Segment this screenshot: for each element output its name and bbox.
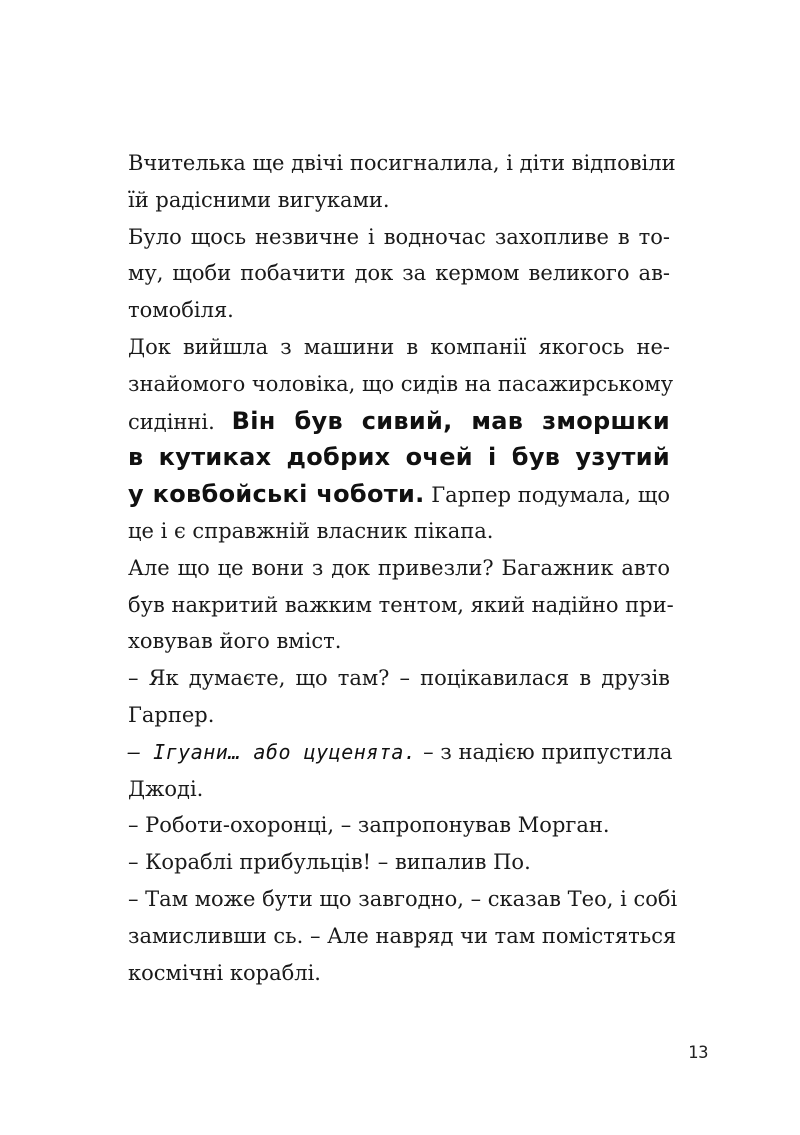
emphasis-line: в кутиках добрих очей і був узутий [128,443,670,472]
dialogue-line: – Кораблі прибульців! – випалив По. [128,850,531,875]
page-number: 13 [688,1043,709,1063]
text-line: ховував його вміст. [128,629,342,654]
text-run: Гарпер подумала, що [431,483,670,508]
text-line: Було щось незвичне і водночас захопливе в то- [128,224,670,249]
text-line-mixed [128,476,670,513]
handwritten-run: – Ігуани… або цуценята. [128,739,417,764]
text-line: Але що це вони з док привезли? Багажник авто [128,555,670,580]
dialogue-line-mixed [128,734,673,771]
text-line: Джоді. [128,776,204,801]
text-line-mixed [128,403,670,440]
dialogue-line: – Роботи-охоронці, – запропонував Морган. [128,813,610,838]
dialogue-line: – Як думаєте, що там? – поцікавилася в друзів [128,666,670,691]
text-line: томобіля. [128,298,234,323]
emphasis-run: у ковбойські чоботи. [128,480,425,509]
body-text [128,145,678,991]
text-run: – з надією припустила [423,739,673,764]
text-line: Гарпер. [128,702,215,727]
text-line: був накритий важким тентом, який надійно при- [128,592,674,617]
text-line: замисливши сь. – Але навряд чи там помістяться [128,923,677,948]
text-run: сидінні. [128,409,215,434]
text-line: це і є справжній власник пікапа. [128,518,494,543]
text-line: му, щоби побачити док за кермом великого ав- [128,261,670,286]
text-line: Док вийшла з машини в компанії якогось не- [128,334,670,359]
text-line: космічні кораблі. [128,960,321,985]
text-line: їй радісними вигуками. [128,187,390,212]
text-line: Вчителька ще двічі посигналила, і діти відповіли [128,151,676,175]
emphasis-run: Він був сивий, мав зморшки [231,406,670,435]
dialogue-line: – Там може бути що завгодно, – сказав Тео, і собі [128,886,678,911]
text-line: знайомого чоловіка, що сидів на пасажирському [128,371,674,396]
